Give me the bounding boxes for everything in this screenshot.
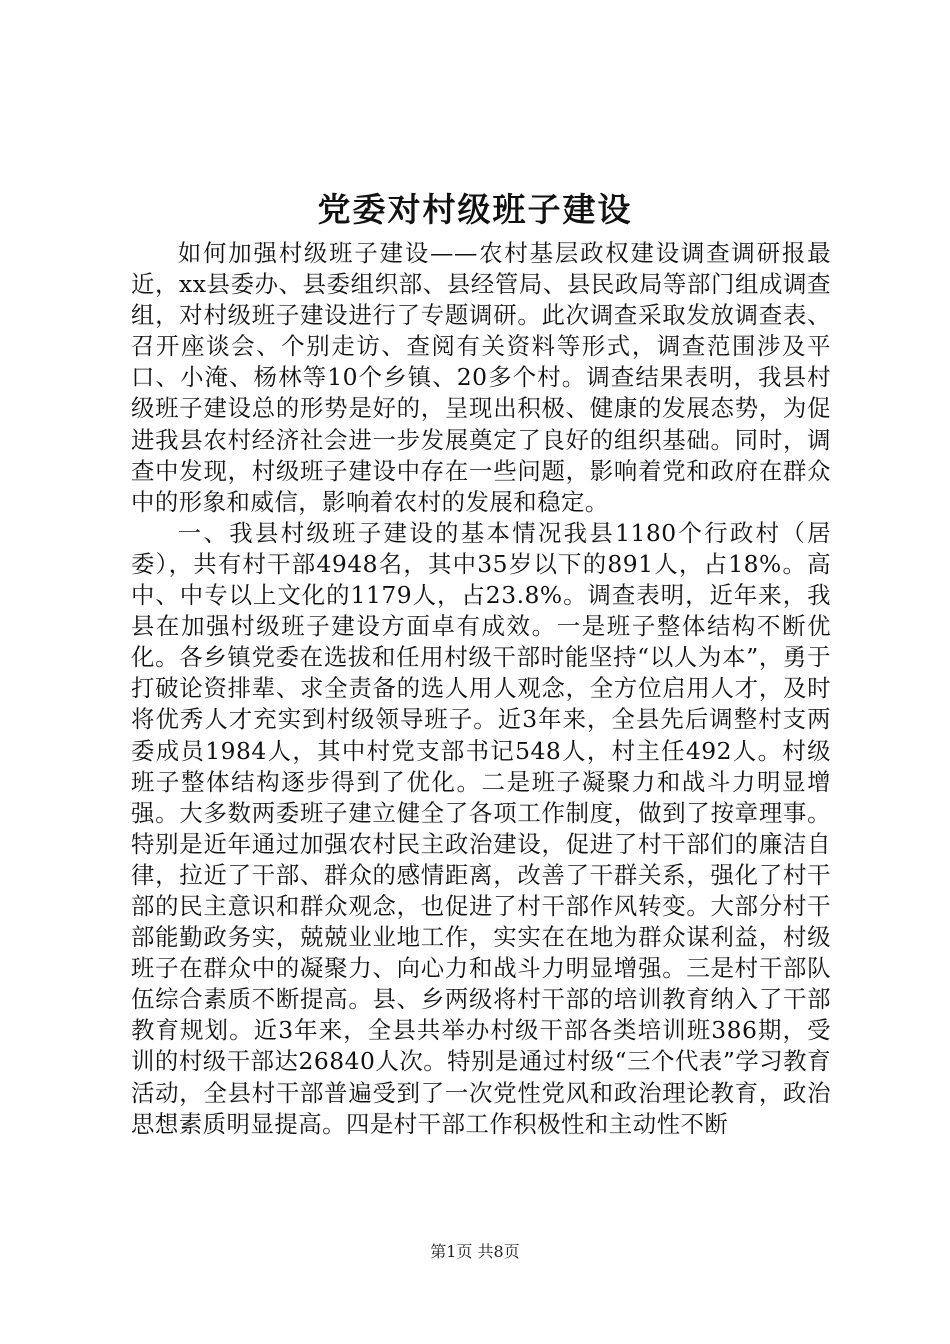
paragraph-basic-situation: 一、我县村级班子建设的基本情况我县1180个行政村（居委），共有村干部4948名，其中35岁以下的891人，占18%。高中、中专以上文化的1179人，占23.8%。调查表明，近年来，我县在加强村级班子建设方面卓有成效。一是班子整体结构不断优化。各乡镇党委在选拔和任用村级干部时能坚持“以人为本”，勇于打破论资排辈、求全责备的选人用人观念，全方位启用人才，及时将优秀人才充实到村级领导班子。近3年来，全县先后调整村支两委成员1984人，其中村党支部书记548人，村主任492人。村级班子整体结构逐步得到了优化。二是班子凝聚力和战斗力明显增强。大多数两委班子建立健全了各项工作制度，做到了按章理事。特别是近年通过加强农村民主政治建设，促进了村干部们的廉洁自律，拉近了干部、群众的感情距离，改善了干群关系，强化了村干部的民主意识和群众观念，也促进了村干部作风转变。大部分村干部能勤政务实，兢兢业业地工作，实实在在地为群众谋利益，村级班子在群众中的凝聚力、向心力和战斗力明显增强。三是村干部队伍综合素质不断提高。县、乡两级将村干部的培训教育纳入了干部教育规划。近3年来，全县共举办村级干部各类培训班386期，受训的村级干部达26840人次。特别是通过村级“三个代表”学习教育活动，全县村干部普遍受到了一次党性党风和政治理论教育，政治思想素质明显提高。四是村干部工作积极性和主动性不断 — [131, 518, 831, 1138]
document-body — [131, 238, 831, 1140]
document-title: 党委对村级班子建设 — [317, 190, 633, 229]
paragraph-intro: 如何加强村级班子建设——农村基层政权建设调查调研报最近，xx县委办、县委组织部、县经管局、县民政局等部门组成调查组，对村级班子建设进行了专题调研。此次调查采取发放调查表、召开座谈会、个别走访、查阅有关资料等形式，调查范围涉及平口、小淹、杨林等10个乡镇、20多个村。调查结果表明，我县村级班子建设总的形势是好的，呈现出积极、健康的发展态势，为促进我县农村经济社会进一步发展奠定了良好的组织基础。同时，调查中发现，村级班子建设中存在一些问题，影响着党和政府在群众中的形象和威信，影响着农村的发展和稳定。 — [131, 239, 831, 516]
page-number-footer: 第1页 共8页 — [430, 1242, 520, 1261]
